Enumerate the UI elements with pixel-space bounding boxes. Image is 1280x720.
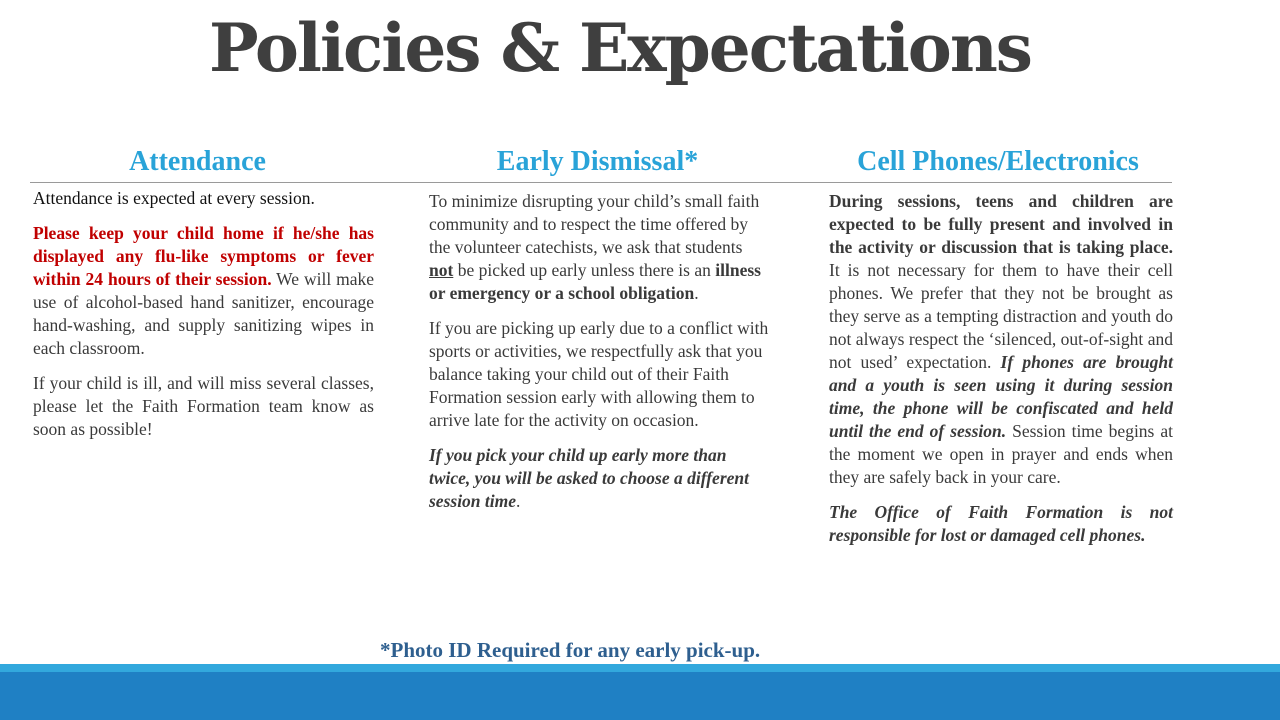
early-illness-emphasis: illness or emergency or a school obligation — [429, 260, 761, 303]
header-divider — [30, 182, 1172, 183]
early-paragraph-1 — [429, 190, 770, 305]
early-p1-end: . — [694, 283, 699, 303]
early-p3-end: . — [516, 491, 521, 511]
cell-phones-column — [829, 190, 1173, 559]
early-p1-text: To minimize disrupting your child’s small faith community and to respect the time offered by the volunteer catechists, we ask that students — [429, 191, 760, 257]
attendance-column — [33, 187, 374, 453]
early-dismissal-heading: Early Dismissal* — [496, 146, 699, 177]
cell-phones-heading: Cell Phones/Electronics — [857, 146, 1139, 177]
attendance-sanitizer-text: We will make use of alcohol-based hand sanitizer, encourage hand-washing, and supply sanitizing wipes in each classroom. — [33, 269, 374, 358]
attendance-paragraph-1: Attendance is expected at every session. — [33, 188, 315, 208]
early-paragraph-2: If you are picking up early due to a conflict with sports or activities, we respectfully ask that you balance taking your child out of their Faith Formation session early with allowing them to arrive late for the activity on occasion. — [429, 318, 769, 430]
page-title: Policies & Expectations — [209, 9, 1031, 87]
attendance-paragraph-2 — [33, 222, 374, 360]
early-not-emphasis: not — [429, 260, 454, 280]
early-p1-text-2: be picked up early unless there is an — [453, 260, 716, 280]
cell-paragraph-2: The Office of Faith Formation is not responsible for lost or damaged cell phones. — [829, 502, 1173, 545]
attendance-flu-warning: Please keep your child home if he/she has displayed any flu-like symptoms or fever within 24 hours of their session. — [33, 223, 374, 289]
cell-paragraph-1 — [829, 190, 1173, 489]
early-warning-emphasis: If you pick your child up early more than twice, you will be asked to choose a different session time — [429, 445, 749, 511]
footer-bar — [0, 672, 1280, 720]
attendance-paragraph-3: If your child is ill, and will miss several classes, please let the Faith Formation team know as soon as possible! — [33, 373, 374, 439]
cell-p1-text: It is not necessary for them to have their cell phones. We prefer that they not be brought as they serve as a tempting distraction and youth do not always respect the ‘silenced, out-of-sight and not used’ expectation. — [829, 260, 1173, 372]
cell-expectation-emphasis: During sessions, teens and children are expected to be fully present and involved in the activity or discussion that is taking place. — [829, 191, 1173, 257]
cell-p1-text-2: Session time begins at the moment we open in prayer and ends when they are safely back in your care. — [829, 421, 1173, 487]
early-dismissal-column — [429, 190, 770, 525]
cell-confiscation-emphasis: If phones are brought and a youth is seen using it during session time, the phone will be confiscated and held until the end of session. — [829, 352, 1173, 441]
early-paragraph-3 — [429, 444, 770, 513]
photo-id-footnote: *Photo ID Required for any early pick-up. — [380, 638, 761, 662]
attendance-heading: Attendance — [129, 146, 266, 177]
footer-accent-bar — [0, 664, 1280, 672]
